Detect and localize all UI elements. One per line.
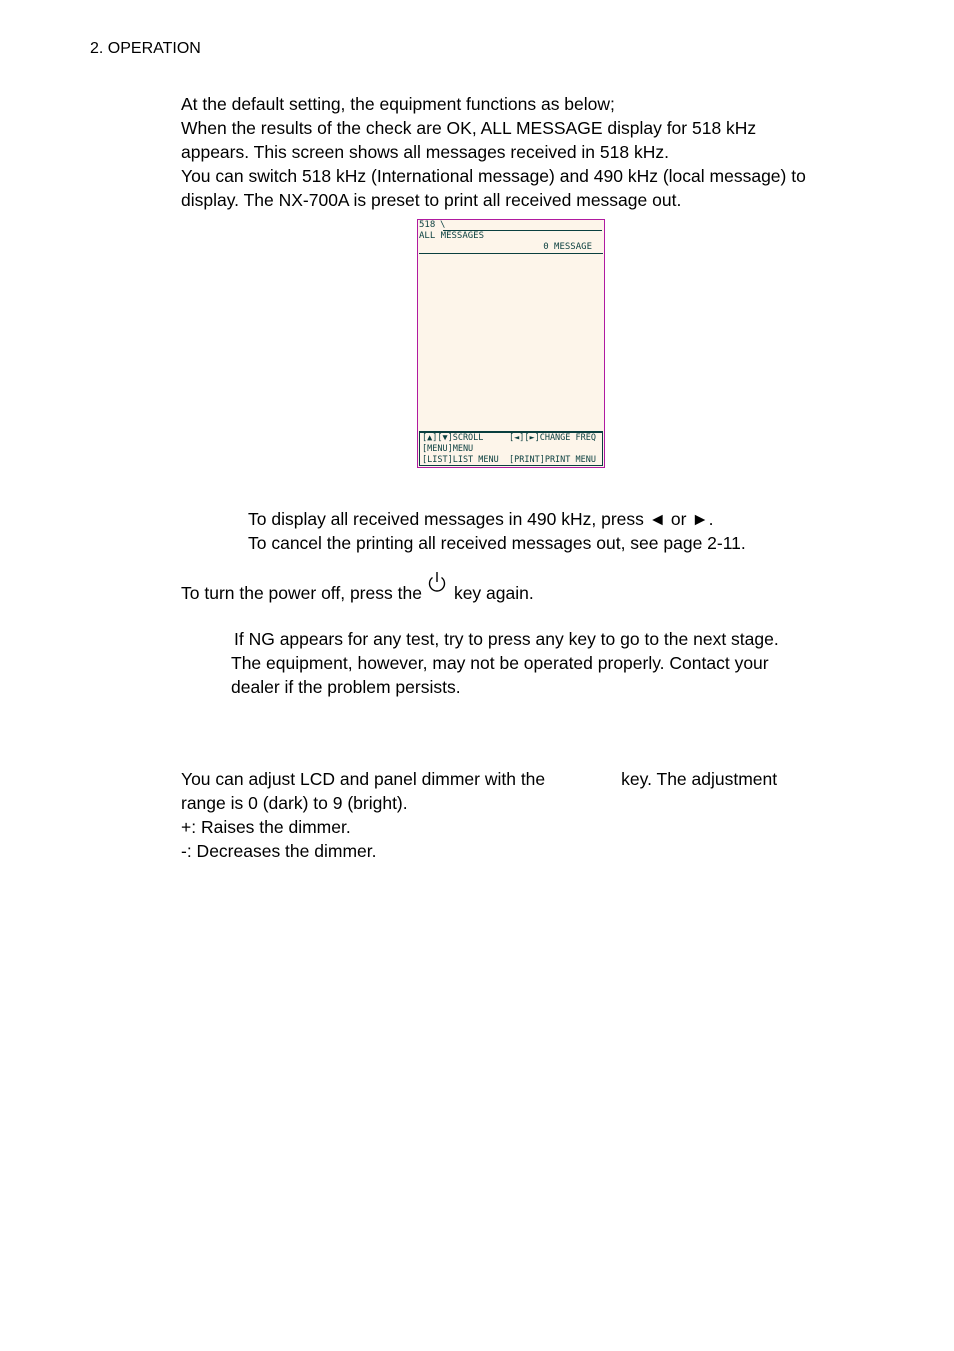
tips-paragraph: [248, 507, 746, 555]
dimmer-line: range is 0 (dark) to 9 (bright).: [181, 793, 408, 813]
dimmer-text-after: key. The adjustment: [621, 769, 778, 789]
intro-paragraph: [181, 92, 806, 212]
print-menu-hint: [PRINT]PRINT MENU: [509, 455, 596, 465]
dimmer-line: +: Raises the dimmer.: [181, 817, 351, 837]
header-rule: [419, 253, 603, 254]
tab-edge: \: [440, 220, 446, 230]
note-line: If NG appears for any test, try to press any key to go to the next stage.: [234, 629, 779, 649]
screen-footer: [419, 431, 603, 466]
message-count: 0 MESSAGE: [543, 242, 592, 252]
frequency-tab: 518: [419, 220, 436, 230]
note-paragraph: [231, 627, 779, 699]
dimmer-paragraph: [181, 767, 777, 863]
intro-line: At the default setting, the equipment functions as below;: [181, 94, 615, 114]
tip-line: To cancel the printing all received messages out, see page 2-11.: [248, 533, 746, 553]
intro-line: You can switch 518 kHz (International message) and 490 kHz (local message) to: [181, 166, 806, 186]
intro-line: When the results of the check are OK, ALL MESSAGE display for 518 kHz: [181, 118, 757, 138]
section-header: 2. OPERATION: [90, 40, 201, 57]
menu-hint: [MENU]MENU: [422, 444, 474, 454]
dimmer-text-before: You can adjust LCD and panel dimmer with the: [181, 769, 546, 789]
lcd-screen: [417, 219, 605, 468]
list-menu-hint: [LIST]LIST MENU: [422, 455, 499, 465]
dimmer-line: [181, 767, 777, 791]
note-line: The equipment, however, may not be operated properly. Contact your: [231, 653, 769, 673]
power-off-text-after: key again.: [453, 583, 534, 603]
dimmer-line: -: Decreases the dimmer.: [181, 841, 377, 861]
scroll-hint: [▲][▼]SCROLL: [422, 433, 484, 443]
power-off-instruction: [181, 579, 534, 605]
screen-title: ALL MESSAGES: [419, 231, 485, 241]
change-freq-hint: [◄][►]CHANGE FREQ: [509, 433, 596, 443]
note-line: dealer if the problem persists.: [231, 677, 461, 697]
power-icon: [426, 571, 448, 595]
tip-line: To display all received messages in 490 kHz, press ◄ or ►.: [248, 509, 714, 529]
power-off-text-before: To turn the power off, press the: [181, 583, 422, 603]
intro-line: appears. This screen shows all messages received in 518 kHz.: [181, 142, 669, 162]
intro-line: display. The NX-700A is preset to print all received message out.: [181, 190, 682, 210]
